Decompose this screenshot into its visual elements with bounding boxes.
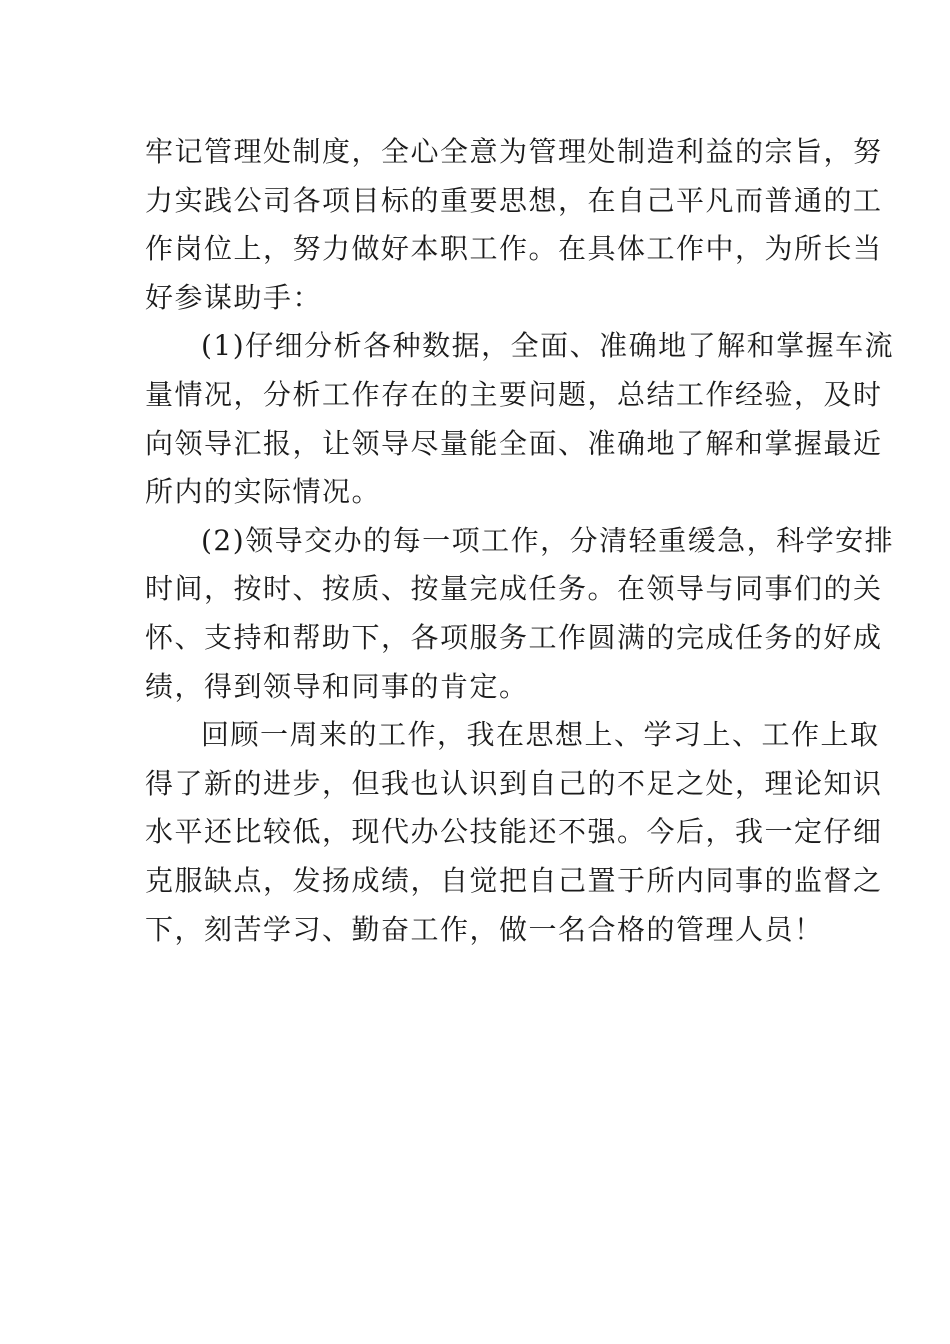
text-line: 好参谋助手： — [145, 280, 323, 314]
text-line: 向领导汇报，让领导尽量能全面、准确地了解和掌握最近 — [145, 426, 883, 460]
text-line: 克服缺点，发扬成绩，自觉把自己置于所内同事的监督之 — [145, 863, 883, 897]
text-line: 力实践公司各项目标的重要思想，在自己平凡而普通的工 — [145, 183, 883, 217]
text-line: 绩，得到领导和同事的肯定。 — [145, 669, 529, 703]
text-line: 牢记管理处制度，全心全意为管理处制造利益的宗旨，努 — [145, 135, 883, 168]
text-line: 时间，按时、按质、按量完成任务。在领导与同事们的关 — [145, 572, 883, 606]
text-line: 得了新的进步，但我也认识到自己的不足之处，理论知识 — [145, 766, 883, 800]
text-line: 下，刻苦学习、勤奋工作，做一名合格的管理人员！ — [145, 912, 824, 946]
text-line: 作岗位上，努力做好本职工作。在具体工作中，为所长当 — [145, 232, 883, 266]
text-line: 怀、支持和帮助下，各项服务工作圆满的完成任务的好成 — [145, 620, 883, 654]
text-line: 所内的实际情况。 — [145, 475, 382, 509]
text-line: (1)仔细分析各种数据，全面、准确地了解和掌握车流 — [201, 329, 895, 363]
document-body — [145, 128, 895, 954]
text-line: (2)领导交办的每一项工作，分清轻重缓急，科学安排 — [201, 523, 895, 557]
text-line: 量情况，分析工作存在的主要问题，总结工作经验，及时 — [145, 377, 883, 411]
text-line: 回顾一周来的工作，我在思想上、学习上、工作上取 — [201, 718, 880, 752]
text-line: 水平还比较低，现代办公技能还不强。今后，我一定仔细 — [145, 815, 883, 849]
